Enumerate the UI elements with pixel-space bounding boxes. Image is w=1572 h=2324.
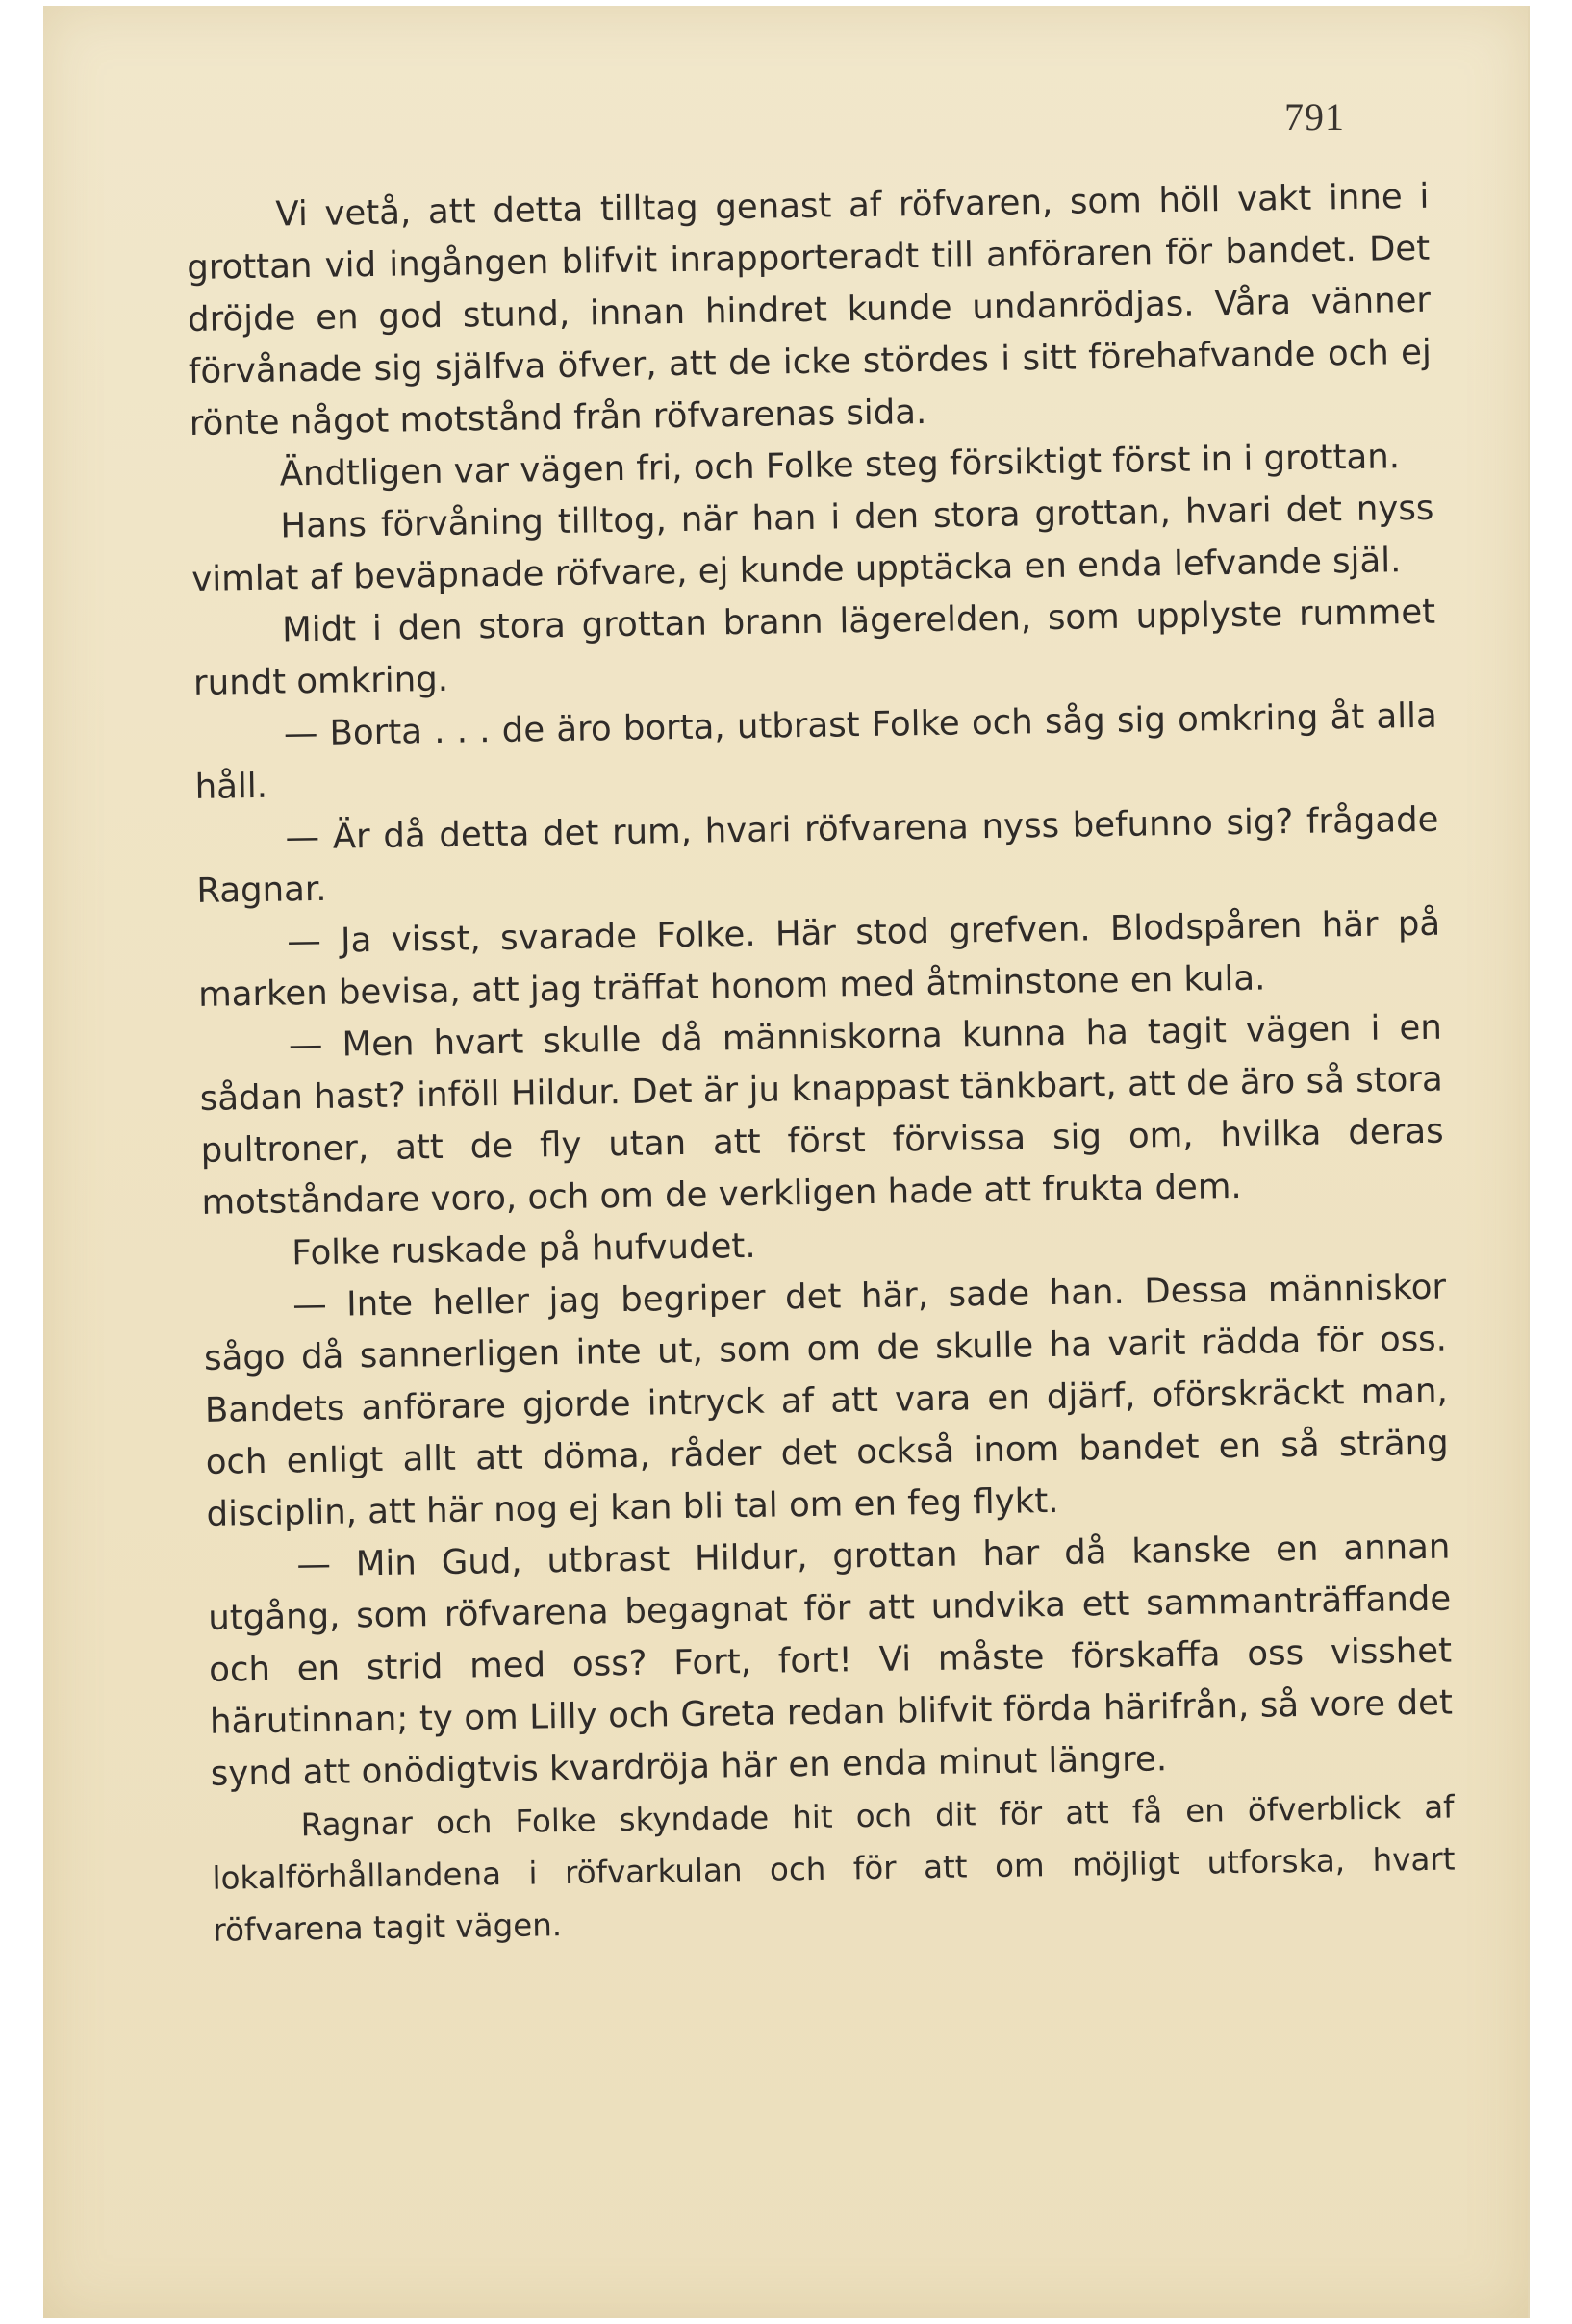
paragraph: Midt i den stora grottan brann lägerelden, som upplyste rummet rundt omkring.	[192, 592, 1436, 703]
book-page	[43, 6, 1530, 2318]
paragraph: — Inte heller jag begriper det här, sade han. Dessa människor sågo då sannerligen inte ut, som om de skulle ha varit rädda för oss. Bandets anförare gjorde intryck af att vara en djärf, oförskräckt man, och enligt allt att döma, råder det också inom bandet en så sträng disciplin, att här nog ej kan bli tal om en feg flykt.	[203, 1267, 1449, 1534]
paragraph: Vi vetå, att detta tilltag genast af röfvaren, som höll vakt inne i grottan vid ingången blifvit inrapporteradt till anföraren för bandet. Det dröjde en god stund, innan hindret kunde undanrödjas. Våra vänner förvånade sig själfva öfver, att de icke stördes i sitt förehafvande och ej rönte något motstånd från röfvarenas sida.	[186, 176, 1433, 443]
paragraph: Folke ruskade på hufvudet.	[292, 1225, 756, 1274]
paragraph: Ragnar och Folke skyndade hit och dit för att få en öfverblick af lokalförhållandena i röfvarkulan och för att om möjligt utforska, hvart röfvarena tagit vägen.	[212, 1788, 1456, 1949]
page-number: 791	[1284, 95, 1345, 139]
paragraph: — Borta . . . de äro borta, utbrast Folke och såg sig omkring åt alla håll.	[194, 695, 1438, 807]
paragraph: — Är då detta det rum, hvari röfvarena nyss befunno sig? frågade Ragnar.	[196, 799, 1439, 911]
body-text	[186, 171, 1457, 1957]
paragraph: — Min Gud, utbrast Hildur, grottan har då kanske en annan utgång, som röfvarena begagnat för att undvika ett sammanträffande och en strid med oss? Fort, fort! Vi måste förskaffa oss visshet härutinnan; ty om Lilly och Greta redan blifvit förda härifrån, så vore det synd att onödigtvis kvardröja här en enda minut längre.	[207, 1527, 1454, 1794]
paragraph: — Ja visst, svarade Folke. Här stod grefven. Blodspåren här på marken bevisa, att jag träffat honom med åtminstone en kula.	[197, 903, 1441, 1015]
paragraph: — Men hvart skulle då människorna kunna ha tagit vägen i en sådan hast? inföll Hildur. Det är ju knappast tänkbart, att de äro så stora pultroner, att de fly utan att först förvissa sig om, hvilka deras motståndare voro, och om de verkligen hade att frukta dem.	[199, 1007, 1444, 1223]
paragraph: Hans förvåning tilltog, när han i den stora grottan, hvari det nyss vimlat af beväpnade röfvare, ej kunde upptäcka en enda lefvande själ.	[191, 488, 1434, 599]
paragraph: Ändtligen var vägen fri, och Folke steg försiktigt först in i grottan.	[279, 437, 1401, 494]
